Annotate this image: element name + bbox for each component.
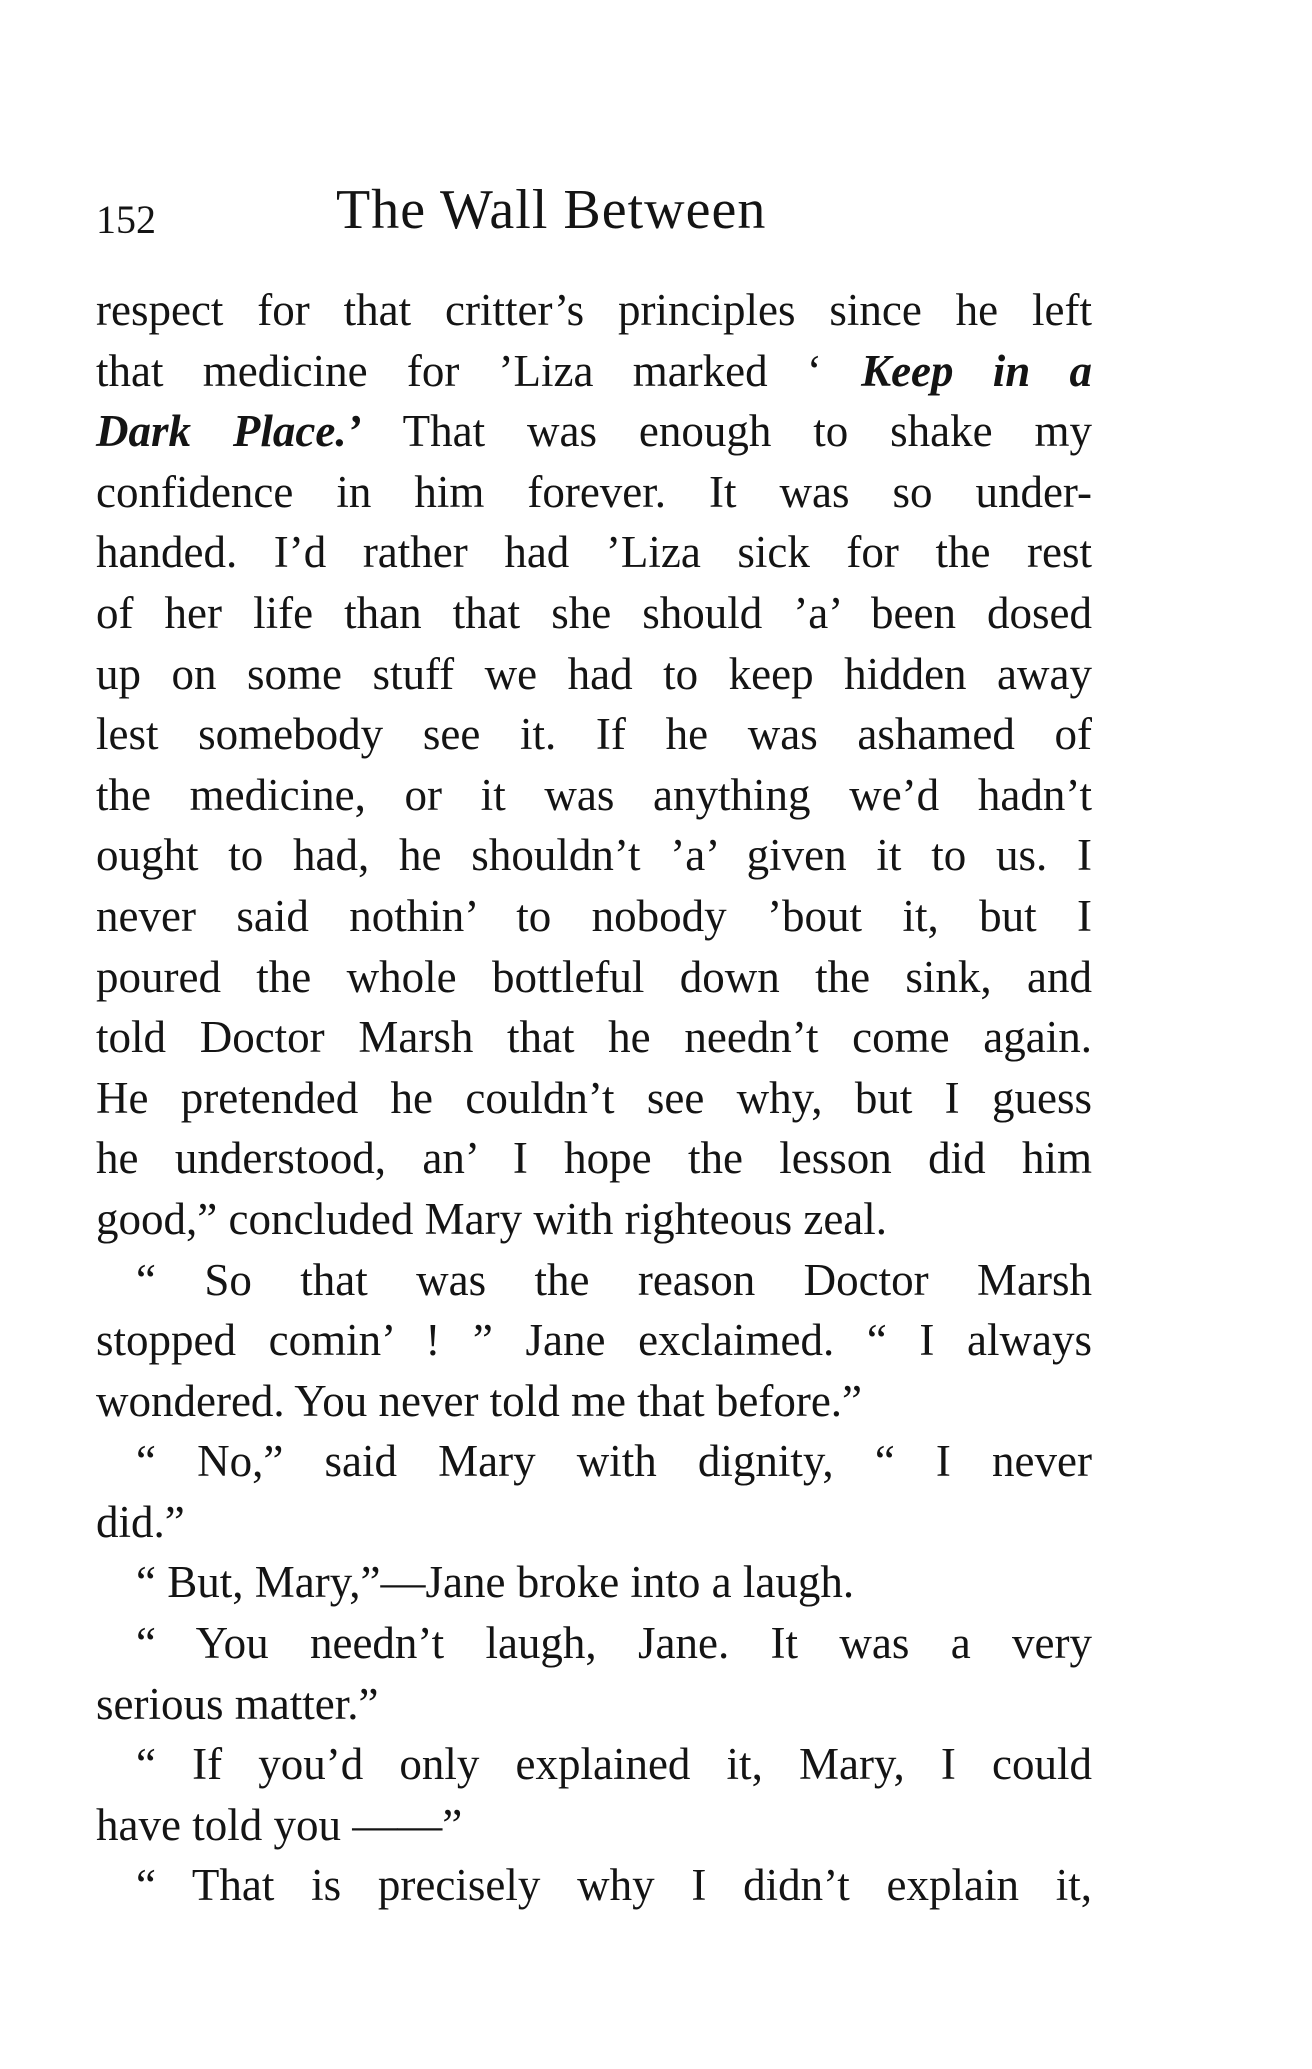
text-line: never said nothin’ to nobody ’bout it, but I xyxy=(96,890,1092,941)
text-line: that medicine for ’Liza marked ‘ Keep in a xyxy=(96,345,1092,396)
text-line: up on some stuff we had to keep hidden away xyxy=(96,648,1092,699)
text-line: lest somebody see it. If he was ashamed of xyxy=(96,709,1092,760)
page-number: 152 xyxy=(96,197,156,242)
text-line: poured the whole bottleful down the sink, and xyxy=(96,951,1092,1002)
text-line: did.” xyxy=(96,1496,185,1547)
text-line: have told you ——” xyxy=(96,1799,463,1850)
text-line: “ No,” said Mary with dignity, “ I never xyxy=(136,1436,1092,1487)
text-line: he understood, an’ I hope the lesson did him xyxy=(96,1133,1092,1184)
text-line: the medicine, or it was anything we’d hadn’t xyxy=(96,769,1092,820)
text-line: handed. I’d rather had ’Liza sick for the rest xyxy=(96,527,1092,578)
page-header xyxy=(96,178,1096,248)
text-line: He pretended he couldn’t see why, but I guess xyxy=(96,1072,1092,1123)
text-line: respect for that critter’s principles since he left xyxy=(96,285,1092,335)
text-line: “ If you’d only explained it, Mary, I could xyxy=(136,1739,1092,1790)
text-line: told Doctor Marsh that he needn’t come again. xyxy=(96,1012,1092,1063)
text-line: “ That is precisely why I didn’t explain it, xyxy=(136,1860,1092,1911)
text-line: wondered. You never told me that before.” xyxy=(96,1375,863,1426)
text-line: confidence in him forever. It was so under- xyxy=(96,466,1092,517)
text-line: Dark Place.’ That was enough to shake my xyxy=(96,406,1092,457)
text-line: “ You needn’t laugh, Jane. It was a very xyxy=(136,1618,1092,1669)
text-line: good,” concluded Mary with righteous zeal. xyxy=(96,1193,888,1244)
running-title: The Wall Between xyxy=(336,179,767,241)
text-line: stopped comin’ ! ” Jane exclaimed. “ I always xyxy=(96,1315,1092,1366)
text-line: “ So that was the reason Doctor Marsh xyxy=(136,1254,1092,1305)
text-line: serious matter.” xyxy=(96,1678,379,1729)
text-line: “ But, Mary,”—Jane broke into a laugh. xyxy=(136,1557,855,1608)
body-text xyxy=(96,280,1092,1916)
text-line: ought to had, he shouldn’t ’a’ given it to us. I xyxy=(96,830,1092,881)
text-line: of her life than that she should ’a’ been dosed xyxy=(96,587,1092,638)
